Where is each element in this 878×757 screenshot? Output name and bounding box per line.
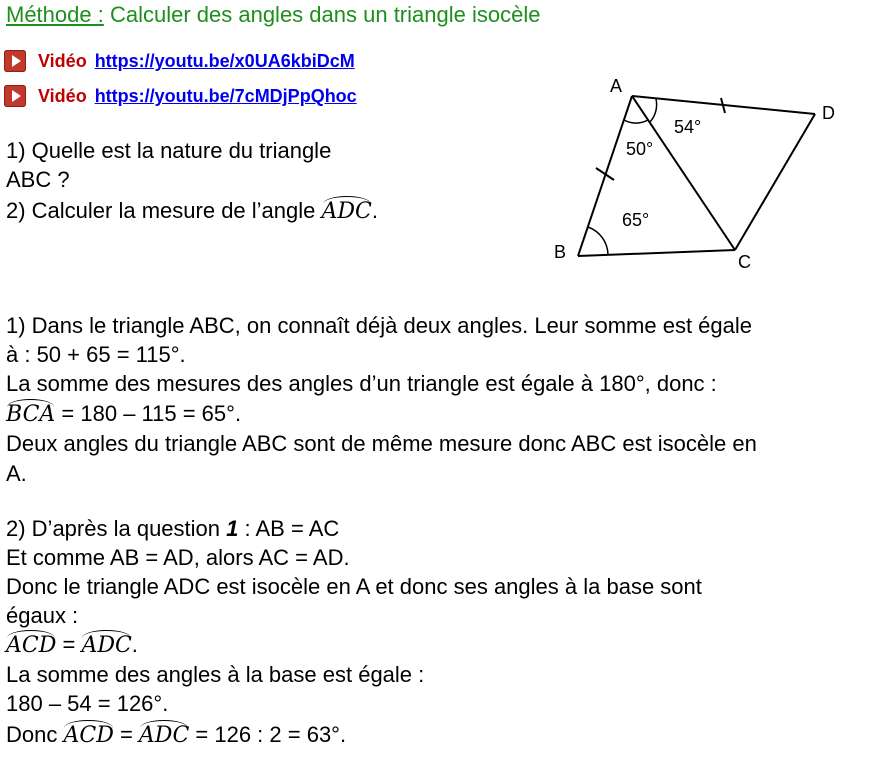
answer1-line3: La somme des mesures des angles d’un triangle est égale à 180°, donc : <box>6 371 717 396</box>
video-row-1 <box>4 48 355 74</box>
angle-label-54: 54° <box>674 117 702 137</box>
answer1-line6: A. <box>6 461 27 486</box>
answer2-line7: 180 – 54 = 126°. <box>6 691 169 716</box>
video-row-2 <box>4 83 357 109</box>
answer2-line6: La somme des angles à la base est égale : <box>6 662 425 687</box>
answer1-line1: 1) Dans le triangle ABC, on connaît déjà deux angles. Leur somme est égale <box>6 313 753 338</box>
answer2-line2: Et comme AB = AD, alors AC = AD. <box>6 545 350 570</box>
answer2-line3: Donc le triangle ADC est isocèle en A et donc ses angles à la base sont <box>6 574 702 599</box>
angle-adc: ADC <box>139 723 189 749</box>
question-1: 1) Quelle est la nature du triangle <box>6 138 332 163</box>
video-link-2[interactable]: https://youtu.be/7cMDjPpQhoc <box>94 86 357 106</box>
answer2-line4: égaux : <box>6 603 79 628</box>
page-title <box>6 2 540 28</box>
angle-label-50: 50° <box>626 139 654 159</box>
method-label: Méthode : <box>6 2 104 27</box>
video-label: Vidéo <box>38 86 87 106</box>
play-icon[interactable] <box>4 50 26 72</box>
play-icon[interactable] <box>4 85 26 107</box>
angle-acd: ACD <box>6 633 56 659</box>
video-link-1[interactable]: https://youtu.be/x0UA6kbiDcM <box>94 51 355 71</box>
angle-adc: ADC <box>322 199 372 225</box>
video-label: Vidéo <box>38 51 87 71</box>
question-2: 2) Calculer la mesure de l’angle ADC. <box>6 198 378 224</box>
answer2-line1: 2) D’après la question 1 : AB = AC <box>6 516 340 541</box>
vertex-d: D <box>822 103 835 123</box>
angle-bca: BCA <box>6 402 55 428</box>
vertex-a: A <box>610 76 623 96</box>
answer2-line5: ACD = ADC. <box>6 632 138 658</box>
angle-acd: ACD <box>63 723 113 749</box>
angle-adc: ADC <box>81 633 131 659</box>
answer1-line5: Deux angles du triangle ABC sont de même mesure donc ABC est isocèle en <box>6 431 757 456</box>
angle-label-65: 65° <box>622 210 650 230</box>
answer1-line2: à : 50 + 65 = 115°. <box>6 342 186 367</box>
figure-quadrilateral <box>540 70 840 280</box>
vertex-b: B <box>554 242 567 262</box>
title-text: Calculer des angles dans un triangle isocèle <box>103 2 541 27</box>
question-1-cont: ABC ? <box>6 167 70 192</box>
answer1-line4: BCA = 180 – 115 = 65°. <box>6 401 242 427</box>
answer2-line8: Donc ACD = ADC = 126 : 2 = 63°. <box>6 722 347 748</box>
vertex-c: C <box>738 252 751 272</box>
